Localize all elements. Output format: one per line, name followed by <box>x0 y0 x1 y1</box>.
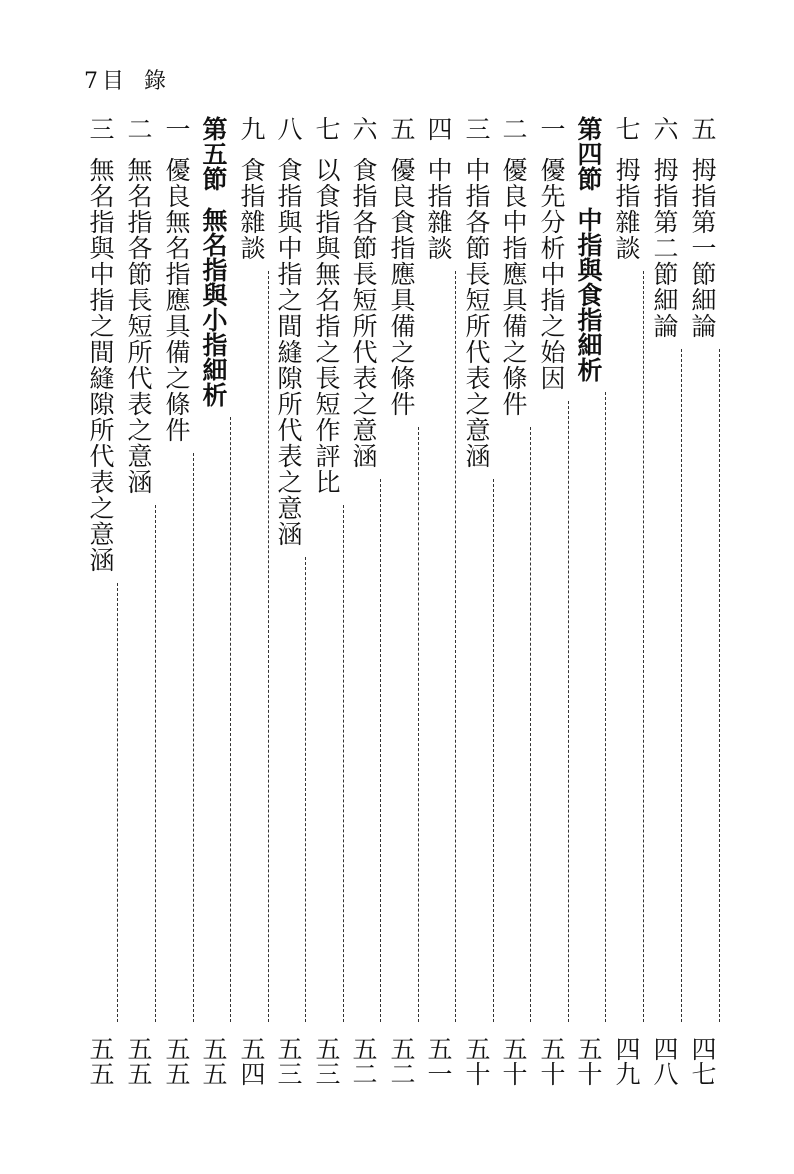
toc-page-number: 五五 <box>199 1036 228 1086</box>
toc-page-number: 五二 <box>387 1036 416 1086</box>
toc-entry <box>684 116 720 1086</box>
dot-leader <box>268 271 269 1022</box>
toc-entry <box>308 116 344 1086</box>
toc-page-number: 五十 <box>574 1036 603 1086</box>
toc-entry-title: 中指各節長短所代表之意涵 <box>462 157 491 469</box>
toc-entry <box>158 116 194 1086</box>
toc-entry-number: 第五節 <box>199 116 228 191</box>
toc-entry-title: 無名指與小指細析 <box>199 207 228 407</box>
toc-entry <box>82 116 118 1086</box>
dot-leader <box>343 505 344 1022</box>
toc-page-number: 五五 <box>124 1036 153 1086</box>
toc-entry <box>458 116 494 1086</box>
dot-leader <box>380 479 381 1022</box>
toc-entry-number: 五 <box>688 116 717 141</box>
dot-leader <box>719 349 720 1022</box>
toc-entry-title: 以食指與無名指之長短作評比 <box>312 157 341 495</box>
toc-entry-number: 五 <box>387 116 416 141</box>
toc-entry-number: 七 <box>612 116 641 141</box>
toc-entry-number: 四 <box>424 116 453 141</box>
toc-entry-title: 食指雜談 <box>237 157 266 261</box>
dot-leader <box>305 557 306 1022</box>
toc-entry-number: 七 <box>312 116 341 141</box>
toc-page-number: 五十 <box>462 1036 491 1086</box>
dot-leader <box>418 427 419 1022</box>
toc-page-number: 四九 <box>612 1036 641 1086</box>
toc-page-number: 五五 <box>86 1036 115 1086</box>
toc-entry-title: 拇指雜談 <box>612 157 641 261</box>
toc-entry-title: 拇指第一節細論 <box>688 157 717 339</box>
toc-entry-title: 優先分析中指之始因 <box>537 157 566 391</box>
dot-leader <box>193 453 194 1022</box>
dot-leader <box>493 479 494 1022</box>
toc-entry <box>533 116 569 1086</box>
toc-entry-title: 中指與食指細析 <box>574 207 603 382</box>
toc-entry-number: 一 <box>162 116 191 141</box>
header-label-left: 目 <box>102 69 127 94</box>
toc-entry-number: 二 <box>124 116 153 141</box>
toc-entry <box>420 116 456 1086</box>
toc-page-number: 四八 <box>650 1036 679 1086</box>
toc-page-number: 五一 <box>424 1036 453 1086</box>
toc-page-number: 五五 <box>162 1036 191 1086</box>
table-of-contents <box>70 116 720 1086</box>
dot-leader <box>155 505 156 1022</box>
dot-leader <box>568 401 569 1022</box>
toc-entry-title: 拇指第二節細論 <box>650 157 679 339</box>
toc-entry-title: 優良無名指應具備之條件 <box>162 157 191 443</box>
toc-page-number: 五三 <box>274 1036 303 1086</box>
toc-entry-number: 二 <box>499 116 528 141</box>
toc-entry-number: 三 <box>462 116 491 141</box>
toc-entry-title: 無名指各節長短所代表之意涵 <box>124 157 153 495</box>
toc-entry-number: 八 <box>274 116 303 141</box>
page-number: 7 <box>84 69 100 94</box>
toc-entry-number: 六 <box>349 116 378 141</box>
toc-page-number: 五十 <box>499 1036 528 1086</box>
toc-entry-number: 六 <box>650 116 679 141</box>
toc-entry-title: 食指與中指之間縫隙所代表之意涵 <box>274 157 303 547</box>
toc-page-number: 五十 <box>537 1036 566 1086</box>
dot-leader <box>643 271 644 1022</box>
toc-entry <box>383 116 419 1086</box>
toc-entry-title: 優良食指應具備之條件 <box>387 157 416 417</box>
page-header <box>84 64 168 95</box>
toc-page-number: 四七 <box>688 1036 717 1086</box>
toc-entry-title: 食指各節長短所代表之意涵 <box>349 157 378 469</box>
toc-entry-number: 九 <box>237 116 266 141</box>
toc-entry-number: 一 <box>537 116 566 141</box>
toc-entry <box>270 116 306 1086</box>
toc-section-heading <box>570 116 606 1086</box>
dot-leader <box>681 349 682 1022</box>
toc-entry-title: 優良中指應具備之條件 <box>499 157 528 417</box>
toc-entry <box>120 116 156 1086</box>
toc-entry <box>233 116 269 1086</box>
toc-section-heading <box>195 116 231 1086</box>
toc-entry <box>495 116 531 1086</box>
dot-leader <box>230 417 231 1022</box>
toc-page-number: 五二 <box>349 1036 378 1086</box>
dot-leader <box>605 392 606 1022</box>
toc-page-number: 五四 <box>237 1036 266 1086</box>
dot-leader <box>455 271 456 1022</box>
toc-entry <box>608 116 644 1086</box>
dot-leader <box>530 427 531 1022</box>
dot-leader <box>117 583 118 1022</box>
toc-entry-title: 無名指與中指之間縫隙所代表之意涵 <box>86 157 115 573</box>
toc-entry <box>646 116 682 1086</box>
toc-entry-title: 中指雜談 <box>424 157 453 261</box>
toc-entry-number: 第四節 <box>574 116 603 191</box>
header-label-right: 錄 <box>144 69 169 94</box>
toc-entry-number: 三 <box>86 116 115 141</box>
toc-page-number: 五三 <box>312 1036 341 1086</box>
toc-entry <box>345 116 381 1086</box>
